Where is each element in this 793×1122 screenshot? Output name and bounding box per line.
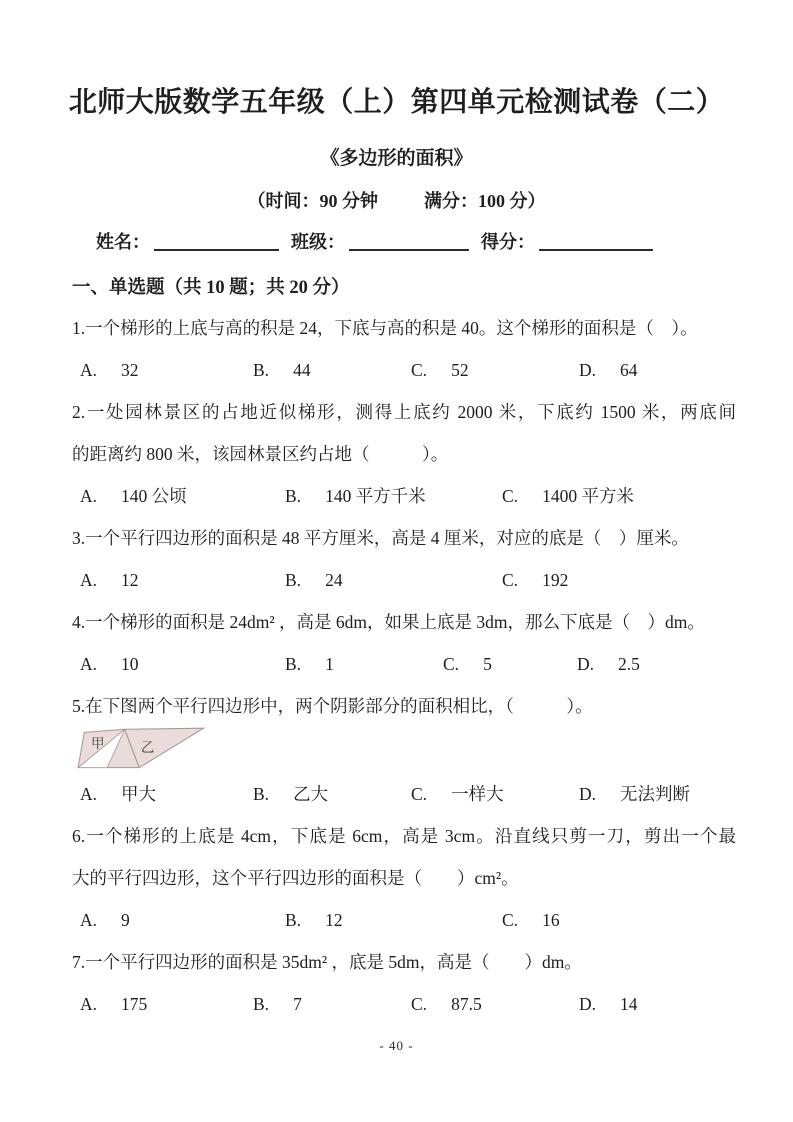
option-c (502, 559, 568, 601)
figure-svg (76, 727, 216, 773)
option-a (80, 475, 285, 517)
option-b (253, 773, 411, 815)
option-value: 140 平方千米 (325, 486, 426, 506)
question-5-options (72, 773, 736, 815)
option-value: 无法判断 (620, 784, 691, 804)
paper-subtitle: 《多边形的面积》 (320, 147, 473, 169)
question-7 (72, 941, 736, 1025)
question-2-options (72, 475, 736, 517)
option-label: A. (80, 994, 98, 1014)
option-c (443, 643, 577, 685)
question-6-options (72, 899, 736, 941)
questions-body (72, 307, 736, 1025)
parallelogram-figure (72, 727, 736, 773)
option-c (411, 773, 579, 815)
full-score: 满分：100 分） (424, 191, 546, 212)
option-label: C. (443, 654, 460, 674)
option-a (80, 983, 253, 1025)
question-6-text-line1: 6.一个梯形的上底是 4cm，下底是 6cm，高是 3cm。沿直线只剪一刀，剪出一个最 (72, 826, 736, 846)
option-label: A. (80, 360, 98, 380)
class-blank-line (349, 231, 469, 251)
question-1 (72, 307, 736, 391)
option-value: 44 (293, 360, 311, 380)
option-label: A. (80, 654, 98, 674)
option-label: D. (579, 994, 597, 1014)
question-4-text: 4.一个梯形的面积是 24dm² ，高是 6dm，如果上底是 3dm，那么下底是（ ）dm。 (72, 612, 705, 632)
question-2 (72, 391, 736, 517)
section-heading: 一、单选题（共 10 题；共 20 分） (72, 278, 350, 299)
option-d (579, 773, 690, 815)
question-3 (72, 517, 736, 601)
option-value: 64 (620, 360, 638, 380)
question-7-options (72, 983, 736, 1025)
question-3-options (72, 559, 736, 601)
name-blank-line (154, 231, 279, 251)
option-label: B. (253, 360, 270, 380)
option-c (411, 349, 579, 391)
student-info-row (96, 230, 736, 254)
option-label: C. (502, 910, 519, 930)
question-5-text: 5.在下图两个平行四边形中，两个阴影部分的面积相比，（ ）。 (72, 696, 593, 716)
option-a (80, 349, 253, 391)
option-c (411, 983, 579, 1025)
option-label: A. (80, 570, 98, 590)
question-3-text: 3.一个平行四边形的面积是 48 平方厘米，高是 4 厘米，对应的底是（ ）厘米。 (72, 528, 689, 548)
page-title: 北师大版数学五年级（上）第四单元检测试卷（二） (68, 87, 725, 118)
question-6-text-line2: 大的平行四边形，这个平行四边形的面积是（ ）cm²。 (72, 868, 519, 888)
option-b (253, 349, 411, 391)
option-c (502, 899, 560, 941)
option-label: B. (285, 910, 302, 930)
option-label: D. (579, 784, 597, 804)
question-6 (72, 815, 736, 941)
option-value: 32 (121, 360, 139, 380)
option-value: 14 (620, 994, 638, 1014)
option-value: 5 (483, 654, 492, 674)
option-value: 2.5 (618, 654, 640, 674)
option-value: 甲大 (121, 784, 157, 804)
question-4 (72, 601, 736, 685)
option-value: 乙大 (293, 784, 329, 804)
score-label: 得分： (481, 231, 535, 252)
option-d (577, 643, 640, 685)
option-c (502, 475, 634, 517)
right-triangle-shape (125, 728, 204, 767)
option-label: D. (577, 654, 595, 674)
option-b (253, 983, 411, 1025)
option-value: 140 公顷 (121, 486, 187, 506)
label-yi: 乙 (140, 740, 155, 756)
option-d (579, 983, 638, 1025)
option-value: 52 (451, 360, 469, 380)
option-value: 7 (293, 994, 302, 1014)
option-label: B. (253, 784, 270, 804)
option-b (285, 899, 502, 941)
question-7-text: 7.一个平行四边形的面积是 35dm² ，底是 5dm，高是（ ）dm。 (72, 952, 582, 972)
option-value: 10 (121, 654, 139, 674)
time-limit: （时间：90 分钟 (247, 191, 378, 212)
question-1-text: 1.一个梯形的上底与高的积是 24，下底与高的积是 40。这个梯形的面积是（ ）。 (72, 318, 698, 338)
question-1-options (72, 349, 736, 391)
option-label: C. (502, 570, 519, 590)
option-a (80, 559, 285, 601)
option-value: 24 (325, 570, 343, 590)
option-label: C. (411, 784, 428, 804)
option-label: B. (285, 486, 302, 506)
option-d (579, 349, 638, 391)
page-number: - 40 - (379, 1038, 414, 1053)
option-value: 192 (542, 570, 569, 590)
option-value: 12 (121, 570, 139, 590)
option-label: B. (253, 994, 270, 1014)
option-label: D. (579, 360, 597, 380)
option-label: A. (80, 486, 98, 506)
option-label: C. (502, 486, 519, 506)
time-score-line (0, 189, 793, 213)
question-2-text-line2: 的距离约 800 米，该园林景区约占地（ ）。 (72, 444, 449, 464)
option-a (80, 643, 285, 685)
option-value: 1400 平方米 (542, 486, 634, 506)
name-label: 姓名： (96, 231, 150, 252)
option-b (285, 559, 502, 601)
option-label: B. (285, 654, 302, 674)
label-jia: 甲 (91, 735, 105, 751)
option-b (285, 475, 502, 517)
question-5 (72, 685, 736, 815)
option-label: A. (80, 910, 98, 930)
score-blank-line (539, 231, 653, 251)
option-value: 一样大 (451, 784, 504, 804)
option-value: 175 (121, 994, 148, 1014)
class-label: 班级： (291, 231, 345, 252)
question-2-text-line1: 2.一处园林景区的占地近似梯形，测得上底约 2000 米，下底约 1500 米，两底间 (72, 402, 736, 422)
option-value: 1 (325, 654, 334, 674)
option-b (285, 643, 443, 685)
option-a (80, 773, 253, 815)
option-a (80, 899, 285, 941)
option-label: C. (411, 994, 428, 1014)
option-value: 87.5 (451, 994, 482, 1014)
option-value: 9 (121, 910, 130, 930)
option-label: A. (80, 784, 98, 804)
option-label: C. (411, 360, 428, 380)
option-value: 12 (325, 910, 343, 930)
option-label: B. (285, 570, 302, 590)
question-4-options (72, 643, 736, 685)
option-value: 16 (542, 910, 560, 930)
